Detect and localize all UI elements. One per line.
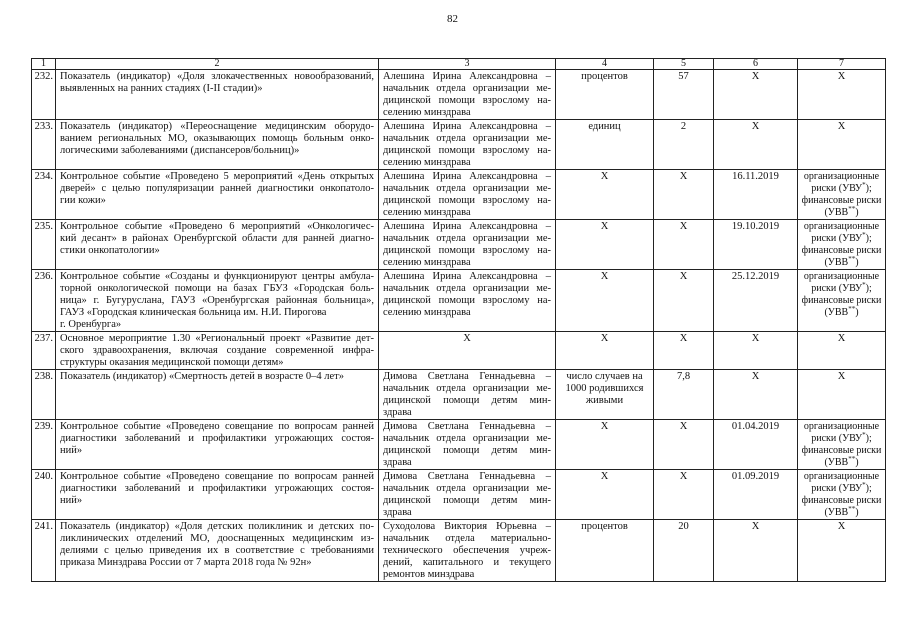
responsible-cell-line: технического обеспечения учреж- bbox=[383, 545, 551, 556]
unit-cell-line: Х bbox=[600, 221, 609, 232]
description-cell-line: Контрольное событие «Проведено совещание по вопросам ранней bbox=[60, 421, 374, 432]
risk-text: (УВВ bbox=[824, 457, 849, 468]
table-row bbox=[32, 420, 886, 470]
footnote-mark: * bbox=[862, 431, 866, 439]
risk-line bbox=[798, 433, 885, 445]
footnote-mark: ** bbox=[848, 255, 856, 263]
responsible-cell-line: начальник отдела организации ме- bbox=[383, 383, 551, 394]
responsible-cell-line: Суходолова Виктория Юрьевна – bbox=[383, 521, 551, 532]
header-cell: 4 bbox=[556, 59, 654, 70]
row-number-cell: 237. bbox=[32, 332, 56, 370]
responsible-cell-line: начальник отдела материально- bbox=[383, 533, 551, 544]
risk-text: финансовые риски bbox=[801, 295, 882, 306]
responsible-cell-line: селению минздрава bbox=[383, 157, 471, 168]
description-cell-line: г. Оренбурга» bbox=[60, 319, 122, 330]
header-cell: 5 bbox=[654, 59, 714, 70]
description-cell-line: выявленных на ранних стадиях (I-II стадии)» bbox=[60, 83, 263, 94]
risk-line bbox=[798, 221, 885, 233]
responsible-cell-line: начальник отдела организации ме- bbox=[383, 233, 551, 244]
responsible-cell-line: начальник отдела организации ме- bbox=[383, 183, 551, 194]
risk-text: организационные bbox=[803, 421, 880, 432]
value-cell: Х bbox=[654, 332, 714, 370]
value-cell: Х bbox=[654, 470, 714, 520]
table-row bbox=[32, 220, 886, 270]
date-cell: 25.12.2019 bbox=[714, 270, 798, 332]
risk-text: организационные bbox=[803, 271, 880, 282]
unit-cell bbox=[556, 70, 654, 120]
responsible-cell-line: дицинской помощи детям мин- bbox=[383, 395, 551, 406]
risk-text-end: ) bbox=[855, 457, 859, 468]
risk-text: организационные bbox=[803, 171, 880, 182]
risk-line bbox=[798, 257, 885, 269]
unit-cell bbox=[556, 170, 654, 220]
risk-line bbox=[798, 307, 885, 319]
table-row bbox=[32, 470, 886, 520]
risk-line bbox=[798, 495, 885, 507]
value-cell: 20 bbox=[654, 520, 714, 582]
description-cell-line: ванием региональных МО, оказывающих помощь больным онко- bbox=[60, 133, 374, 144]
unit-cell bbox=[556, 470, 654, 520]
unit-cell bbox=[556, 120, 654, 170]
footnote-mark: * bbox=[862, 481, 866, 489]
risk-text: финансовые риски bbox=[801, 195, 882, 206]
risk-text-end: ); bbox=[865, 283, 872, 294]
unit-cell-line: процентов bbox=[581, 71, 628, 82]
description-cell-line: Контрольное событие «Проведено 5 мероприятий «День открытых bbox=[60, 171, 374, 182]
risk-text: риски (УВУ bbox=[811, 283, 863, 294]
date-cell: Х bbox=[714, 70, 798, 120]
risk-cell: Х bbox=[798, 370, 886, 420]
description-cell bbox=[56, 332, 379, 370]
description-cell-line: ний» bbox=[60, 495, 83, 506]
page-number: 82 bbox=[447, 13, 458, 25]
responsible-cell-line: Димова Светлана Геннадьевна – bbox=[383, 371, 551, 382]
value-cell: 57 bbox=[654, 70, 714, 120]
responsible-cell-line: дицинской помощи взрослому на- bbox=[383, 245, 551, 256]
responsible-cell-line: начальник отдела организации ме- bbox=[383, 483, 551, 494]
risk-line bbox=[798, 195, 885, 207]
table-row bbox=[32, 70, 886, 120]
description-cell-line: ГАУЗ «Городская клиническая больница им. Н.И. Пирогова bbox=[60, 307, 327, 318]
responsible-cell-line: дицинской помощи детям мин- bbox=[383, 495, 551, 506]
header-cell: 7 bbox=[798, 59, 886, 70]
risk-text: финансовые риски bbox=[801, 445, 882, 456]
description-cell-line: структуры оказания медицинской помощи детям» bbox=[60, 357, 284, 368]
risk-line bbox=[798, 471, 885, 483]
unit-cell-line: Х bbox=[600, 171, 609, 182]
unit-cell bbox=[556, 332, 654, 370]
unit-cell-line: живыми bbox=[585, 395, 624, 406]
footnote-mark: * bbox=[862, 281, 866, 289]
row-number-cell: 232. bbox=[32, 70, 56, 120]
date-cell: Х bbox=[714, 332, 798, 370]
row-number-cell: 238. bbox=[32, 370, 56, 420]
responsible-cell bbox=[379, 70, 556, 120]
description-cell-line: ского здравоохранения, включая создание современной инфра- bbox=[60, 345, 374, 356]
responsible-cell-line: дицинской помощи взрослому на- bbox=[383, 95, 551, 106]
unit-cell-line: единиц bbox=[588, 121, 621, 132]
risk-cell: Х bbox=[798, 332, 886, 370]
description-cell-line: дверей» с целью популяризации ранней диагностики онкопатоло- bbox=[60, 183, 374, 194]
description-cell-line: Показатель (индикатор) «Переоснащение медицинским оборудо- bbox=[60, 121, 374, 132]
risk-cell bbox=[798, 220, 886, 270]
responsible-cell bbox=[379, 370, 556, 420]
table-row bbox=[32, 370, 886, 420]
responsible-cell-line: Х bbox=[463, 333, 471, 344]
responsible-cell-line: Алешина Ирина Александровна – bbox=[383, 121, 551, 132]
risk-line bbox=[798, 421, 885, 433]
risk-line bbox=[798, 295, 885, 307]
row-number-cell: 234. bbox=[32, 170, 56, 220]
description-cell bbox=[56, 420, 379, 470]
risk-text: (УВВ bbox=[824, 207, 849, 218]
responsible-cell-line: дицинской помощи детям мин- bbox=[383, 445, 551, 456]
value-cell: Х bbox=[654, 220, 714, 270]
footnote-mark: ** bbox=[848, 305, 856, 313]
description-cell-line: Контрольное событие «Проведено 6 мероприятий «Онкологичес- bbox=[60, 221, 374, 232]
description-cell-line: ний» bbox=[60, 445, 83, 456]
responsible-cell-line: здрава bbox=[383, 507, 412, 518]
unit-cell-line: Х bbox=[600, 333, 609, 344]
risk-text: риски (УВУ bbox=[811, 183, 863, 194]
description-cell bbox=[56, 70, 379, 120]
header-cell: 1 bbox=[32, 59, 56, 70]
risk-line bbox=[798, 245, 885, 257]
date-cell: 16.11.2019 bbox=[714, 170, 798, 220]
table-row bbox=[32, 170, 886, 220]
risk-text-end: ); bbox=[865, 233, 872, 244]
responsible-cell bbox=[379, 170, 556, 220]
description-cell-line: Контрольное событие «Созданы и функционируют центры амбула- bbox=[60, 271, 374, 282]
unit-cell bbox=[556, 370, 654, 420]
description-cell-line: Контрольное событие «Проведено совещание по вопросам ранней bbox=[60, 471, 374, 482]
responsible-cell-line: селению минздрава bbox=[383, 207, 471, 218]
responsible-cell-line: здрава bbox=[383, 407, 412, 418]
description-cell-line: приказа Минздрава России от 7 марта 2018 года № 92н» bbox=[60, 557, 312, 568]
description-cell-line: делиями с целью приведения их в соответствие с требованиями bbox=[60, 545, 374, 556]
responsible-cell bbox=[379, 470, 556, 520]
unit-cell bbox=[556, 270, 654, 332]
value-cell: Х bbox=[654, 270, 714, 332]
responsible-cell-line: селению минздрава bbox=[383, 107, 471, 118]
row-number-cell: 241. bbox=[32, 520, 56, 582]
table-row bbox=[32, 270, 886, 332]
risk-text-end: ) bbox=[855, 257, 859, 268]
description-cell-line: гии кожи» bbox=[60, 195, 106, 206]
date-cell: Х bbox=[714, 120, 798, 170]
risk-text: (УВВ bbox=[824, 307, 849, 318]
footnote-mark: * bbox=[862, 181, 866, 189]
risk-text-end: ) bbox=[855, 207, 859, 218]
risk-line bbox=[798, 483, 885, 495]
description-cell bbox=[56, 470, 379, 520]
risk-line bbox=[798, 445, 885, 457]
risk-text: финансовые риски bbox=[801, 245, 882, 256]
risk-line bbox=[798, 233, 885, 245]
unit-cell-line: Х bbox=[600, 271, 609, 282]
description-cell-line: Показатель (индикатор) «Доля детских поликлиник и детских по- bbox=[60, 521, 374, 532]
responsible-cell-line: дений, капитального и текущего bbox=[383, 557, 551, 568]
description-cell-line: стики онкопатологии» bbox=[60, 245, 160, 256]
risk-line bbox=[798, 283, 885, 295]
value-cell: 7,8 bbox=[654, 370, 714, 420]
footnote-mark: ** bbox=[848, 205, 856, 213]
risk-cell bbox=[798, 470, 886, 520]
risk-text: финансовые риски bbox=[801, 495, 882, 506]
header-cell: 6 bbox=[714, 59, 798, 70]
responsible-cell bbox=[379, 520, 556, 582]
responsible-cell-line: дицинской помощи взрослому на- bbox=[383, 295, 551, 306]
description-cell-line: диагностики заболеваний и профилактики угрожающих состоя- bbox=[60, 433, 374, 444]
risk-text: риски (УВУ bbox=[811, 433, 863, 444]
risk-line bbox=[798, 183, 885, 195]
risk-text: риски (УВУ bbox=[811, 483, 863, 494]
description-cell bbox=[56, 220, 379, 270]
table-body bbox=[32, 59, 886, 582]
table-row bbox=[32, 332, 886, 370]
unit-cell-line: 1000 родившихся bbox=[565, 383, 644, 394]
row-number-cell: 236. bbox=[32, 270, 56, 332]
responsible-cell-line: Димова Светлана Геннадьевна – bbox=[383, 421, 551, 432]
risk-text-end: ) bbox=[855, 507, 859, 518]
risk-cell: Х bbox=[798, 70, 886, 120]
description-cell-line: Показатель (индикатор) «Смертность детей в возрасте 0–4 лет» bbox=[60, 371, 344, 382]
risk-cell bbox=[798, 420, 886, 470]
description-cell-line: Показатель (индикатор) «Доля злокачественных новообразований, bbox=[60, 71, 374, 82]
responsible-cell bbox=[379, 270, 556, 332]
responsible-cell-line: Алешина Ирина Александровна – bbox=[383, 271, 551, 282]
risk-line bbox=[798, 207, 885, 219]
unit-cell bbox=[556, 420, 654, 470]
unit-cell-line: процентов bbox=[581, 521, 628, 532]
description-cell-line: ница» г. Бугуруслана, ГАУЗ «Оренбургская районная больница», bbox=[60, 295, 374, 306]
date-cell: 01.04.2019 bbox=[714, 420, 798, 470]
description-cell bbox=[56, 270, 379, 332]
risk-cell bbox=[798, 170, 886, 220]
responsible-cell-line: дицинской помощи взрослому на- bbox=[383, 195, 551, 206]
row-number-cell: 235. bbox=[32, 220, 56, 270]
risk-text-end: ); bbox=[865, 483, 872, 494]
table-row bbox=[32, 120, 886, 170]
risk-line bbox=[798, 507, 885, 519]
description-cell-line: Основное мероприятие 1.30 «Региональный проект «Развитие дет- bbox=[60, 333, 374, 344]
description-cell-line: ликлинических отделений МО, дооснащенных медицинским из- bbox=[60, 533, 374, 544]
responsible-cell-line: селению минздрава bbox=[383, 307, 471, 318]
header-cell: 2 bbox=[56, 59, 379, 70]
date-cell: 01.09.2019 bbox=[714, 470, 798, 520]
responsible-cell-line: Алешина Ирина Александровна – bbox=[383, 221, 551, 232]
unit-cell bbox=[556, 220, 654, 270]
date-cell: 19.10.2019 bbox=[714, 220, 798, 270]
unit-cell bbox=[556, 520, 654, 582]
description-cell-line: торной онкологической помощи на базах ГБУЗ «Городская боль- bbox=[60, 283, 374, 294]
risk-cell bbox=[798, 270, 886, 332]
risk-text: организационные bbox=[803, 221, 880, 232]
risk-text: (УВВ bbox=[824, 257, 849, 268]
risk-text-end: ); bbox=[865, 433, 872, 444]
footnote-mark: ** bbox=[848, 455, 856, 463]
date-cell: Х bbox=[714, 370, 798, 420]
responsible-cell-line: Алешина Ирина Александровна – bbox=[383, 171, 551, 182]
responsible-cell bbox=[379, 332, 556, 370]
description-cell bbox=[56, 370, 379, 420]
risk-text: (УВВ bbox=[824, 507, 849, 518]
date-cell: Х bbox=[714, 520, 798, 582]
risk-cell: Х bbox=[798, 120, 886, 170]
unit-cell-line: число случаев на bbox=[566, 371, 643, 382]
responsible-cell bbox=[379, 120, 556, 170]
table-row bbox=[32, 520, 886, 582]
risk-cell: Х bbox=[798, 520, 886, 582]
risk-text-end: ); bbox=[865, 183, 872, 194]
measures-table bbox=[31, 58, 886, 582]
responsible-cell-line: селению минздрава bbox=[383, 257, 471, 268]
unit-cell-line: Х bbox=[600, 471, 609, 482]
responsible-cell bbox=[379, 220, 556, 270]
description-cell-line: кий десант» в районах Оренбургской области для ранней диагно- bbox=[60, 233, 374, 244]
header-cell: 3 bbox=[379, 59, 556, 70]
row-number-cell: 233. bbox=[32, 120, 56, 170]
description-cell bbox=[56, 520, 379, 582]
responsible-cell-line: дицинской помощи взрослому на- bbox=[383, 145, 551, 156]
responsible-cell-line: начальник отдела организации ме- bbox=[383, 433, 551, 444]
value-cell: Х bbox=[654, 420, 714, 470]
value-cell: Х bbox=[654, 170, 714, 220]
risk-line bbox=[798, 457, 885, 469]
row-number-cell: 240. bbox=[32, 470, 56, 520]
description-cell bbox=[56, 170, 379, 220]
row-number-cell: 239. bbox=[32, 420, 56, 470]
risk-text: организационные bbox=[803, 471, 880, 482]
risk-line bbox=[798, 271, 885, 283]
responsible-cell-line: ремонтов минздрава bbox=[383, 569, 475, 580]
description-cell-line: логическими заболеваниями (диспансеров/больниц)» bbox=[60, 145, 300, 156]
responsible-cell-line: здрава bbox=[383, 457, 412, 468]
value-cell: 2 bbox=[654, 120, 714, 170]
description-cell bbox=[56, 120, 379, 170]
risk-line bbox=[798, 171, 885, 183]
footnote-mark: ** bbox=[848, 505, 856, 513]
description-cell-line: диагностики заболеваний и профилактики угрожающих состоя- bbox=[60, 483, 374, 494]
responsible-cell bbox=[379, 420, 556, 470]
responsible-cell-line: начальник отдела организации ме- bbox=[383, 83, 551, 94]
unit-cell-line: Х bbox=[600, 421, 609, 432]
responsible-cell-line: Димова Светлана Геннадьевна – bbox=[383, 471, 551, 482]
responsible-cell-line: начальник отдела организации ме- bbox=[383, 283, 551, 294]
responsible-cell-line: начальник отдела организации ме- bbox=[383, 133, 551, 144]
footnote-mark: * bbox=[862, 231, 866, 239]
responsible-cell-line: Алешина Ирина Александровна – bbox=[383, 71, 551, 82]
header-row bbox=[32, 59, 886, 70]
risk-text: риски (УВУ bbox=[811, 233, 863, 244]
risk-text-end: ) bbox=[855, 307, 859, 318]
